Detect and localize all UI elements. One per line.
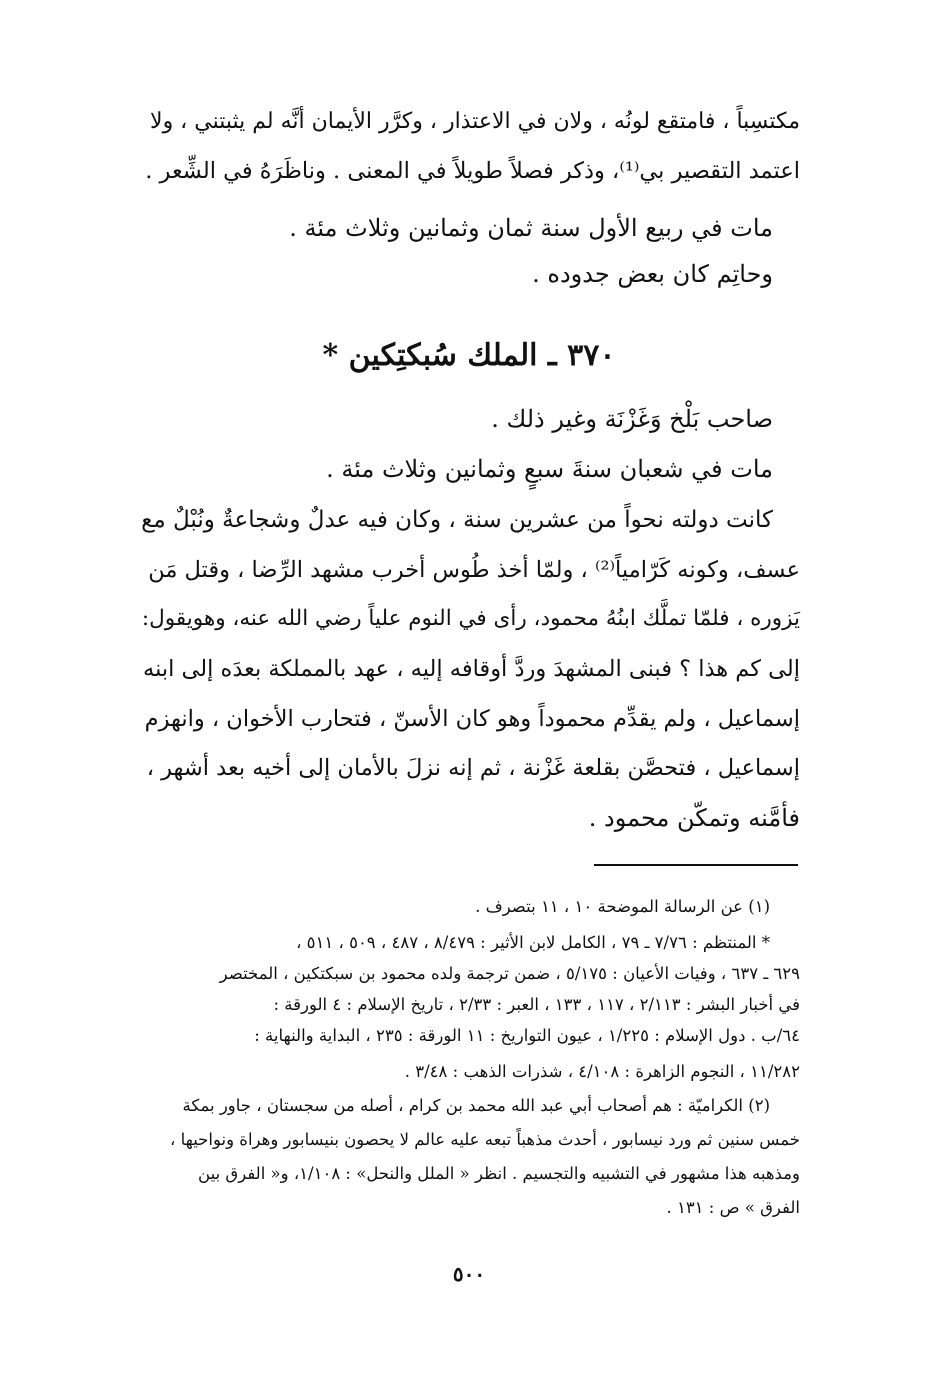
- footnote-star-line: ٦٢٩ ـ ٦٣٧ ، وفيات الأعيان : ٥/١٧٥ ، ضمن ترجمة ولده محمود بن سبكتكين ، المختصر: [219, 964, 800, 983]
- body-line: وحاتِم كان بعض جدوده .: [532, 260, 773, 288]
- footnote-2-line: ومذهبه هذا مشهور في التشبيه والتجسيم . انظر « الملل والنحل» : ١/١٠٨، و« الفرق بين: [198, 1164, 800, 1183]
- entry-title: ٣٧٠ ـ الملك سُبكتِكين *: [322, 338, 616, 373]
- footnote-2-line: الفرق » ص : ١٣١ .: [666, 1198, 800, 1217]
- body-line: عسف، وكونه كَرّامياً⁽²⁾ ، ولمّا أخذ طُوس أخرب مشهد الرِّضا ، وقتل مَن: [148, 557, 800, 583]
- footnote-2-line: خمس سنين ثم ورد نيسابور ، أحدث مذهباً تبعه عليه عالم لا يحصون بنيسابور وهراة ونواحيها ،: [170, 1130, 800, 1149]
- body-line: صاحب بَلْخ وَغَزْنَة وغير ذلك .: [491, 405, 773, 433]
- body-line: مات في ربيع الأول سنة ثمان وثمانين وثلاث مئة .: [289, 214, 773, 242]
- body-line: إسماعيل ، ولم يقدِّم محموداً وهو كان الأسنّ ، فتحارب الأخوان ، وانهزم: [144, 706, 800, 732]
- body-line: اعتمد التقصير بي⁽¹⁾، وذكر فصلاً طويلاً في المعنى . وناظَرَهُ في الشِّعر .: [145, 158, 800, 184]
- footnote-star-line: في أخبار البشر : ٢/١١٣ ، ١١٧ ، ١٣٣ ، العبر : ٢/٣٣ ، تاريخ الإسلام : ٤ الورقة :: [273, 995, 800, 1014]
- body-line: إسماعيل ، فتحصَّن بقلعة غَزْنة ، ثم إنه نزلَ بالأمان إلى أخيه بعد أشهر ،: [146, 755, 800, 781]
- body-line: مكتسِباً ، فامتقع لونُه ، ولان في الاعتذار ، وكرَّر الأيمان أنَّه لم يثبتني ، ولا: [150, 109, 800, 134]
- footnote-star-line: ١١/٢٨٢ ، النجوم الزاهرة : ٤/١٠٨ ، شذرات الذهب : ٣/٤٨ .: [404, 1062, 800, 1081]
- body-line: يَزوره ، فلمّا تملَّك ابنُهُ محمود، رأى في النوم علياً رضي الله عنه، وهويقول:: [141, 606, 800, 631]
- footnote-star-line: * المنتظم : ٧/٧٦ ـ ٧٩ ، الكامل لابن الأثير : ٨/٤٧٩ ، ٤٨٧ ، ٥٠٩ ، ٥١١ ،: [296, 933, 770, 952]
- footnote-separator: [594, 864, 798, 866]
- footnote-2-line: (٢) الكراميّة : هم أصحاب أبي عبد الله محمد بن كرام ، أصله من سجستان ، جاور بمكة: [182, 1096, 770, 1115]
- footnote-star-line: ٦٤/ب . دول الإسلام : ١/٢٢٥ ، عيون التواريخ : ١١ الورقة : ٢٣٥ ، البداية والنهاية :: [254, 1026, 800, 1045]
- page-number: ٥٠٠: [452, 1262, 486, 1286]
- footnote-1: (١) عن الرسالة الموضحة ١٠ ، ١١ بتصرف .: [475, 897, 770, 916]
- body-line: إلى كم هذا ؟ فبنى المشهدَ وردَّ أوقافه إليه ، عهد بالمملكة بعدَه إلى ابنه: [143, 656, 800, 682]
- body-line: فأمَّنه وتمكّن محمود .: [588, 804, 800, 832]
- body-line: كانت دولته نحواً من عشرين سنة ، وكان فيه عدلٌ وشجاعةٌ ونُبْلٌ مع: [141, 507, 773, 533]
- body-line: مات في شعبان سنةَ سبعٍ وثمانين وثلاث مئة .: [326, 455, 773, 483]
